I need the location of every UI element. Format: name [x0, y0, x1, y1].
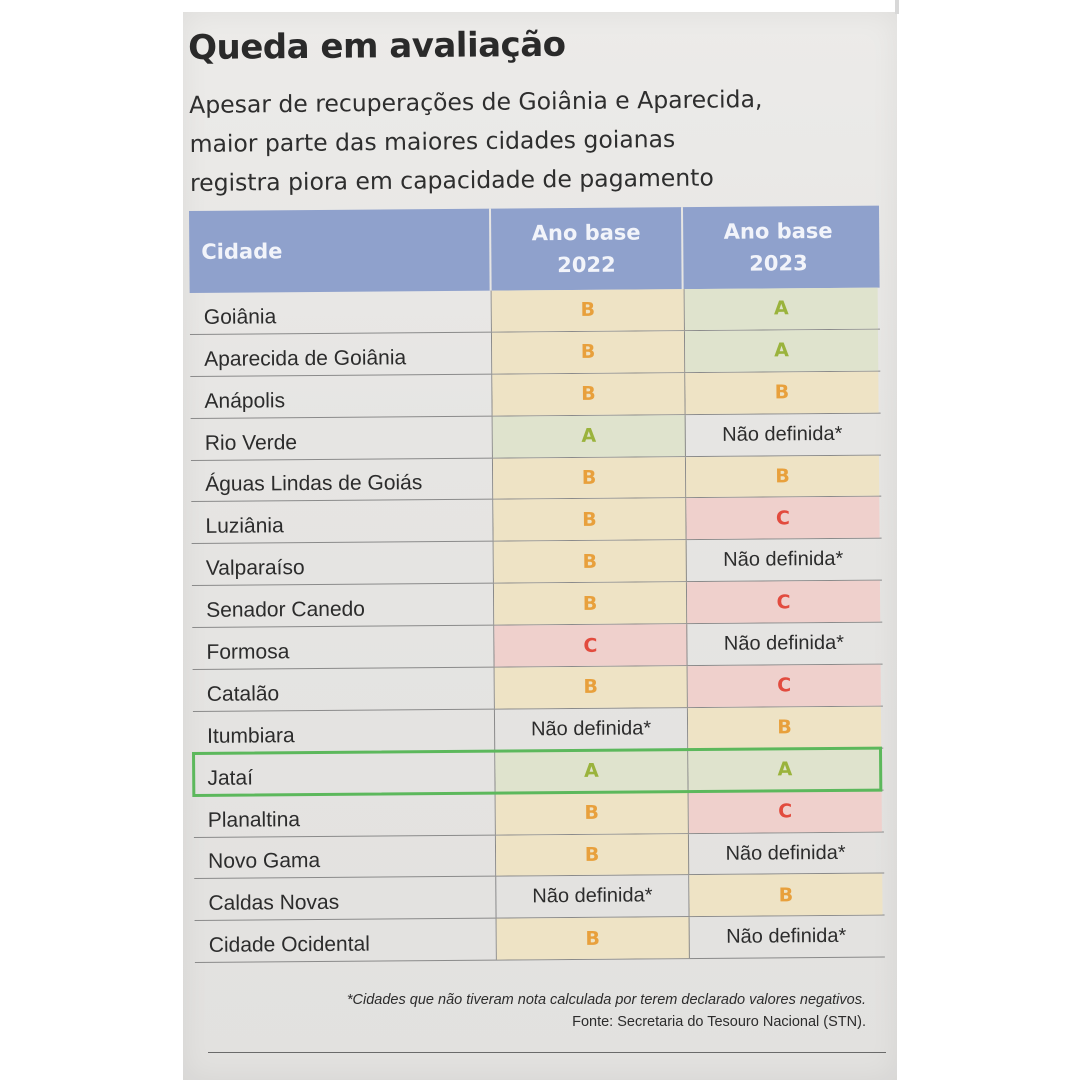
table-row	[191, 497, 881, 544]
rating-2023: A	[685, 288, 878, 330]
table-row	[192, 581, 882, 628]
rating-2022: B	[494, 582, 687, 624]
source-note: Fonte: Secretaria do Tesouro Nacional (STN).	[572, 1014, 866, 1030]
city-name: Jataí	[193, 751, 495, 794]
rating-2023: A	[688, 748, 881, 790]
header-2023	[683, 206, 874, 289]
rating-2023: C	[689, 790, 882, 832]
table-row	[194, 874, 884, 921]
rating-2023: B	[689, 874, 882, 916]
rating-2023: Não definida*	[723, 631, 845, 655]
city-name: Caldas Novas	[194, 877, 496, 920]
rating-2023: B	[686, 455, 879, 497]
header-2022	[491, 207, 684, 291]
table-row	[190, 371, 880, 418]
rating-2022: B	[492, 331, 685, 373]
rating-2023: C	[686, 497, 879, 539]
rating-2022: B	[497, 917, 690, 959]
city-name: Aparecida de Goiânia	[190, 333, 492, 376]
table-row	[194, 790, 884, 837]
rating-2022: Não definida*	[495, 708, 688, 750]
ratings-table	[189, 206, 885, 964]
rating-2022: A	[495, 750, 688, 792]
rating-2023: Não definida*	[726, 925, 847, 949]
rating-2022: B	[492, 289, 685, 331]
table-row	[194, 832, 884, 879]
table-header	[189, 206, 880, 293]
rating-2023: C	[688, 665, 881, 707]
table-row	[193, 706, 883, 753]
bottom-divider	[208, 1052, 886, 1053]
page-title: Queda em avaliação	[188, 24, 566, 68]
city-name: Itumbiara	[193, 710, 495, 753]
rating-2023: Não definida*	[722, 422, 843, 446]
rating-2023: C	[687, 581, 880, 623]
table-row	[191, 455, 881, 502]
city-name: Águas Lindas de Goiás	[191, 458, 493, 501]
rating-2022: Não definida*	[496, 876, 689, 918]
rating-2022: B	[493, 499, 686, 541]
header-2022-year: 2022	[557, 252, 616, 278]
header-2023-year: 2023	[749, 251, 808, 276]
city-name: Formosa	[192, 626, 494, 669]
rating-2023: B	[685, 371, 878, 413]
table-row	[190, 288, 880, 335]
table-row	[191, 413, 881, 460]
footnote: *Cidades que não tiveram nota calculada por terem declarado valores negativos.	[346, 992, 866, 1008]
rating-2023: B	[688, 706, 881, 748]
rating-2022: B	[494, 540, 687, 582]
city-name: Cidade Ocidental	[195, 919, 497, 962]
subtitle-line: maior parte das maiores cidades goianas	[189, 124, 676, 158]
rating-2023: Não definida*	[725, 841, 846, 865]
rating-2022: B	[492, 373, 685, 415]
city-name: Luziânia	[191, 500, 493, 543]
table-row	[193, 665, 883, 712]
city-name: Rio Verde	[191, 416, 493, 459]
rating-2022: B	[496, 834, 689, 876]
header-2023-label: Ano base	[723, 218, 833, 244]
city-name: Goiânia	[190, 291, 492, 334]
rating-2023: A	[685, 329, 878, 371]
table-row	[195, 916, 885, 963]
rating-2022: B	[493, 457, 686, 499]
page-edge	[895, 0, 899, 14]
rating-2022: B	[496, 792, 689, 834]
city-name: Catalão	[193, 668, 495, 711]
rating-2022: A	[493, 415, 686, 457]
rating-2023: Não definida*	[723, 548, 844, 572]
footnote-block	[347, 989, 866, 1033]
header-city: Cidade	[189, 209, 492, 293]
subtitle-line: Apesar de recuperações de Goiânia e Aparecida,	[189, 84, 763, 119]
header-2022-label: Ano base	[531, 220, 641, 246]
subtitle	[189, 79, 850, 203]
rating-2022: C	[494, 624, 687, 666]
table-row	[192, 539, 882, 586]
city-name: Anápolis	[190, 374, 492, 417]
table-body	[190, 288, 885, 964]
city-name: Novo Gama	[194, 835, 496, 878]
rating-2022: B	[495, 666, 688, 708]
city-name: Planaltina	[194, 793, 496, 836]
table-row	[190, 329, 880, 376]
table-row	[193, 748, 883, 795]
table-row	[192, 623, 882, 670]
city-name: Senador Canedo	[192, 584, 494, 627]
city-name: Valparaíso	[192, 542, 494, 585]
subtitle-line: registra piora em capacidade de pagamento	[189, 163, 714, 197]
